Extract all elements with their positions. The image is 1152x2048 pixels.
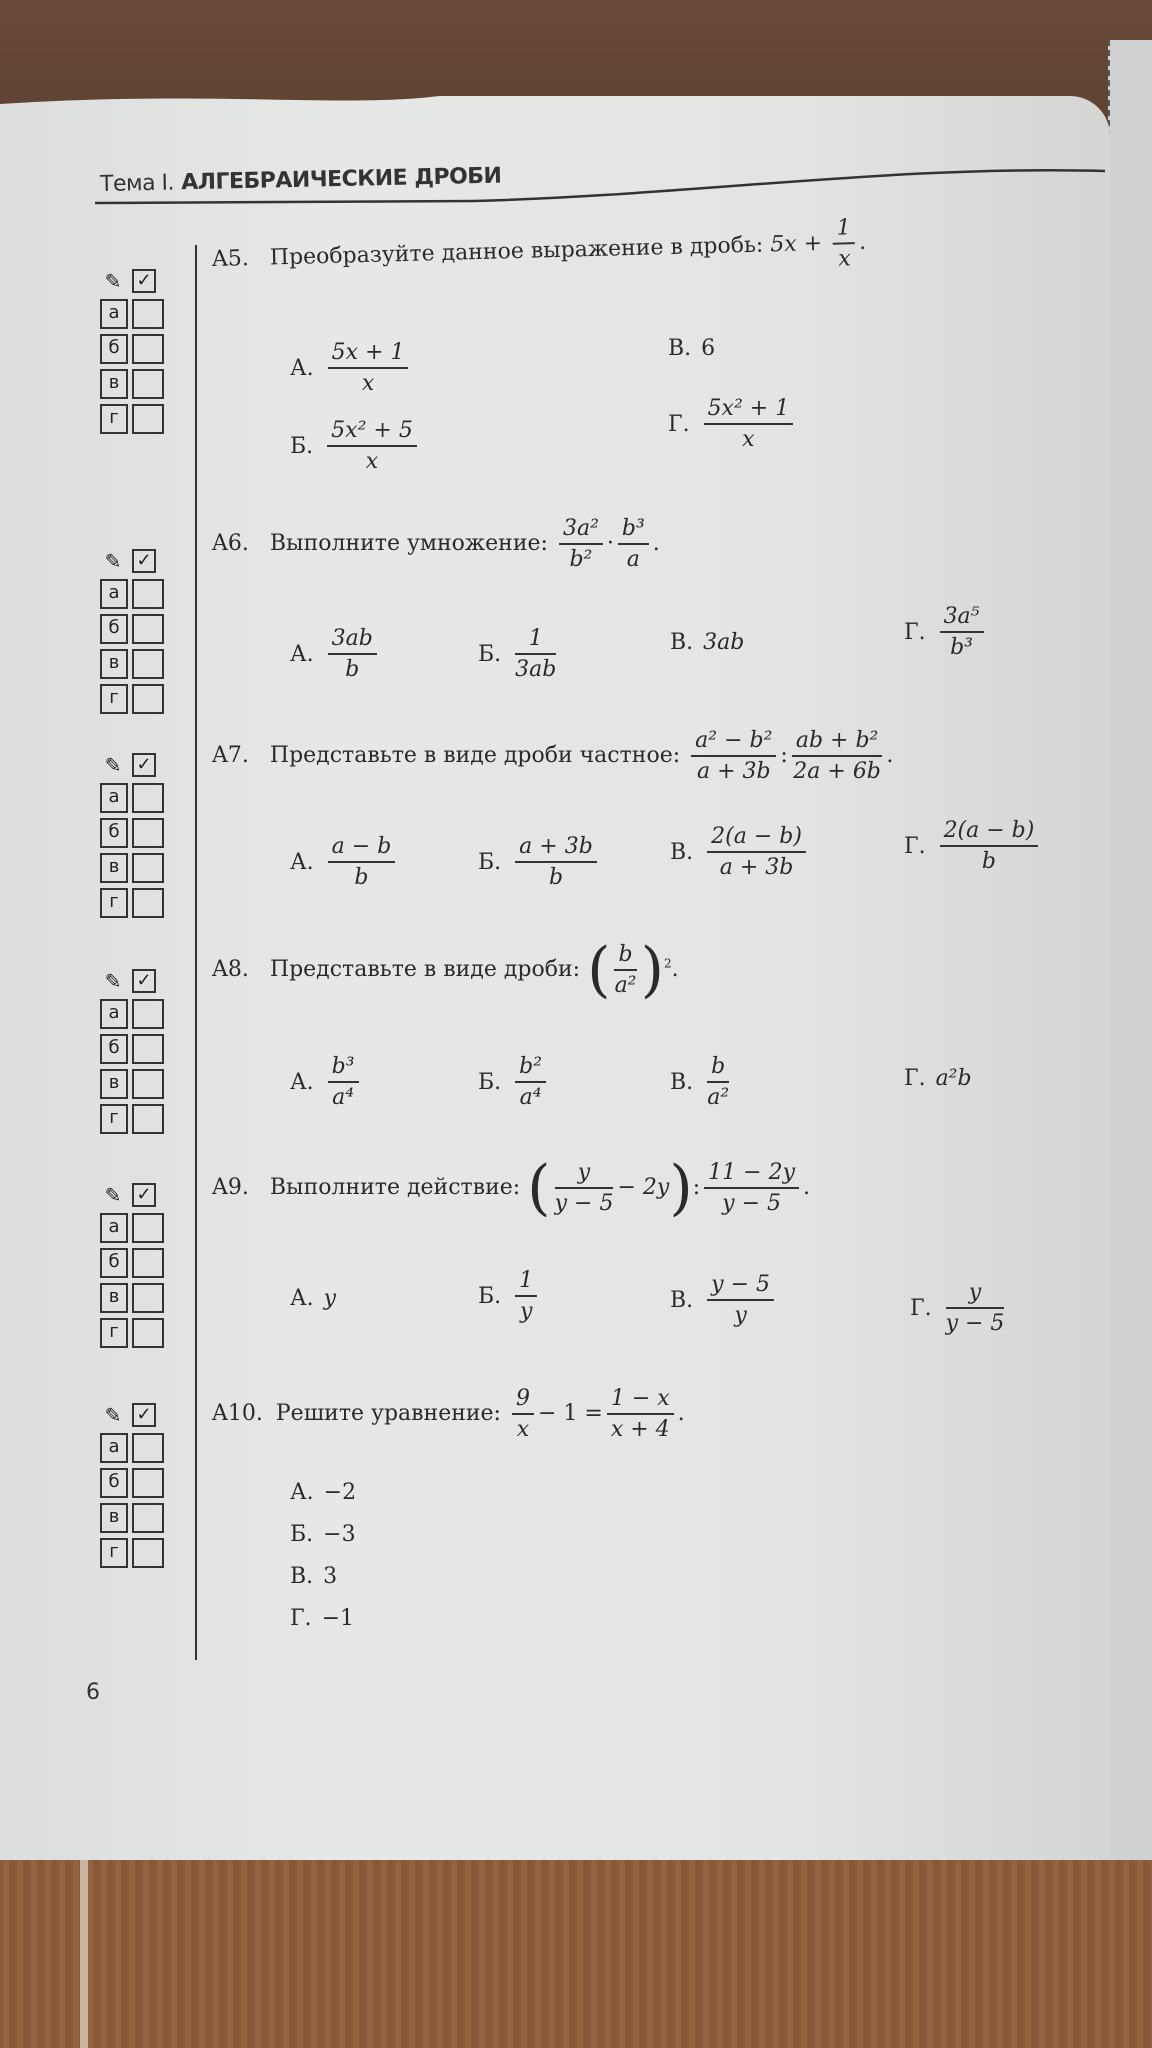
answer-grid-a6 <box>100 548 164 714</box>
checkmark-icon: ✓ <box>132 753 156 777</box>
option-g: Г. a²b <box>904 1066 972 1091</box>
option-v: В. $\frac{y - 5}{y}$ <box>670 1272 778 1328</box>
question-number: A10. <box>212 1401 263 1426</box>
letter-a: а <box>100 299 128 329</box>
letter-v: в <box>100 649 128 679</box>
option-b: Б. $\frac{\text{5x² + 5}}{x}$ <box>290 418 421 474</box>
letter-a: а <box>100 999 128 1029</box>
header-tema: Тема I. <box>99 170 175 197</box>
question-text: Представьте в виде дроби частное: <box>269 743 681 768</box>
answer-grid-a9 <box>100 1182 164 1348</box>
answer-box-g[interactable] <box>132 684 164 714</box>
pencil-icon: ✎ <box>104 753 122 777</box>
checkmark-icon: ✓ <box>132 1403 156 1427</box>
question-number: A7. <box>212 743 249 768</box>
option-v: В. 3ab <box>670 630 745 655</box>
question-text: Выполните умножение: <box>269 531 548 556</box>
letter-b: б <box>100 614 128 644</box>
option-a: А. $\frac{5x + 1}{x}$ <box>290 340 412 396</box>
answer-box-v[interactable] <box>132 369 164 399</box>
option-a: А. $\frac{3ab}{b}$ <box>290 626 381 682</box>
column-divider <box>195 245 197 1660</box>
expr-prefix: 5x + <box>769 231 823 258</box>
option-a: А. y <box>290 1286 337 1311</box>
answer-box-a[interactable] <box>132 1433 164 1463</box>
page-edge <box>1108 40 1152 1890</box>
answer-box-b[interactable] <box>132 1248 164 1278</box>
checkmark-icon: ✓ <box>132 1183 156 1207</box>
question-a7: A7. Представьте в виде дроби частное: $\frac{\text{a² − b²}}{a + 3b}$ : $\frac{\text{ab + b²}}{2a + 6b}$ . <box>212 728 894 784</box>
option-b: Б. $\frac{a + 3b}{b}$ <box>478 834 601 890</box>
letter-g: г <box>100 684 128 714</box>
checkmark-icon: ✓ <box>132 269 156 293</box>
letter-v: в <box>100 369 128 399</box>
letter-b: б <box>100 334 128 364</box>
question-text: Представьте в виде дроби: <box>269 957 581 982</box>
checkmark-icon: ✓ <box>132 969 156 993</box>
question-number: A8. <box>212 957 249 982</box>
letter-g: г <box>100 1538 128 1568</box>
checkmark-icon: ✓ <box>132 549 156 573</box>
letter-v: в <box>100 1069 128 1099</box>
table-surface <box>0 1860 1152 2048</box>
pencil-icon: ✎ <box>104 969 122 993</box>
table-stripe <box>80 1860 88 2048</box>
question-text: Преобразуйте данное выражение в дробь: <box>269 232 764 271</box>
option-a: А. $\frac{a - b}{b}$ <box>290 834 399 890</box>
letter-a: а <box>100 579 128 609</box>
answer-box-v[interactable] <box>132 649 164 679</box>
letter-a: а <box>100 783 128 813</box>
question-text: Решите уравнение: <box>275 1401 501 1426</box>
question-a6: A6. Выполните умножение: $\frac{\text{3a²}}{\text{b²}}$ · $\frac{\text{b³}}{a}$ . <box>212 516 660 572</box>
answer-box-b[interactable] <box>132 1034 164 1064</box>
option-a: А. $\frac{\text{b³}}{\text{a⁴}}$ <box>290 1054 363 1110</box>
answer-box-b[interactable] <box>132 818 164 848</box>
answer-box-g[interactable] <box>132 1318 164 1348</box>
letter-g: г <box>100 1104 128 1134</box>
answer-box-a[interactable] <box>132 579 164 609</box>
answer-box-a[interactable] <box>132 783 164 813</box>
option-g: Г. −1 <box>290 1606 354 1631</box>
answer-box-g[interactable] <box>132 888 164 918</box>
letter-v: в <box>100 853 128 883</box>
option-a: А. −2 <box>290 1480 357 1505</box>
answer-grid-a10 <box>100 1402 164 1568</box>
letter-b: б <box>100 1468 128 1498</box>
answer-grid-a5 <box>100 268 164 434</box>
page-number: 6 <box>86 1680 100 1705</box>
answer-box-a[interactable] <box>132 1213 164 1243</box>
letter-b: б <box>100 1034 128 1064</box>
option-g: Г. $\frac{\text{5x² + 1}}{x}$ <box>668 396 797 452</box>
pencil-icon: ✎ <box>104 1403 122 1427</box>
letter-v: в <box>100 1283 128 1313</box>
answer-grid-a7 <box>100 752 164 918</box>
question-a5: A5. Преобразуйте данное выражение в дробь: 5x + $\frac{1}{x}$ . <box>211 215 867 272</box>
answer-box-g[interactable] <box>132 1538 164 1568</box>
question-a8: A8. Представьте в виде дроби: ( $\frac{b}{\text{a²}}$ )$^2$. <box>212 935 679 1005</box>
letter-g: г <box>100 888 128 918</box>
letter-a: а <box>100 1213 128 1243</box>
option-g: Г. $\frac{y}{y - 5}$ <box>910 1280 1005 1336</box>
option-v: В. $\frac{2(a - b)}{a + 3b}$ <box>670 824 810 880</box>
letter-g: г <box>100 1318 128 1348</box>
answer-box-v[interactable] <box>132 1503 164 1533</box>
fraction: $\frac{1}{x}$ <box>832 215 855 272</box>
option-v: В. 3 <box>290 1564 338 1589</box>
letter-b: б <box>100 818 128 848</box>
answer-grid-a8 <box>100 968 164 1134</box>
pencil-icon: ✎ <box>104 549 122 573</box>
letter-g: г <box>100 404 128 434</box>
option-g: Г. $\frac{2(a - b)}{b}$ <box>904 818 1042 874</box>
question-a9: A9. Выполните действие: ( $\frac{y}{y - 5}$ − 2y): $\frac{11 - 2y}{y - 5}$ . <box>212 1153 810 1223</box>
answer-box-v[interactable] <box>132 1283 164 1313</box>
question-text: Выполните действие: <box>269 1175 521 1200</box>
header-title: АЛГЕБРАИЧЕСКИЕ ДРОБИ <box>180 163 502 196</box>
letter-b: б <box>100 1248 128 1278</box>
option-b: Б. $\frac{1}{y}$ <box>478 1268 541 1324</box>
answer-box-g[interactable] <box>132 404 164 434</box>
answer-box-a[interactable] <box>132 299 164 329</box>
answer-box-b[interactable] <box>132 614 164 644</box>
header-rule <box>95 165 1105 205</box>
answer-box-g[interactable] <box>132 1104 164 1134</box>
option-g: Г. $\frac{\text{3a⁵}}{\text{b³}}$ <box>904 604 988 660</box>
answer-box-v[interactable] <box>132 853 164 883</box>
answer-box-a[interactable] <box>132 999 164 1029</box>
question-a10: A10. Решите уравнение: $\frac{9}{x}$ − 1 = $\frac{1 - x}{x + 4}$ . <box>212 1386 685 1442</box>
answer-box-b[interactable] <box>132 334 164 364</box>
question-number: A9. <box>212 1175 249 1200</box>
answer-box-v[interactable] <box>132 1069 164 1099</box>
pencil-icon: ✎ <box>104 1183 122 1207</box>
letter-a: а <box>100 1433 128 1463</box>
option-b: Б. −3 <box>290 1522 356 1547</box>
pencil-icon: ✎ <box>104 269 122 293</box>
option-b: Б. $\frac{1}{3ab}$ <box>478 626 557 682</box>
question-number: A6. <box>212 531 249 556</box>
option-v: В. $\frac{b}{\text{a²}}$ <box>670 1054 730 1110</box>
option-b: Б. $\frac{\text{b²}}{\text{a⁴}}$ <box>478 1054 550 1110</box>
letter-v: в <box>100 1503 128 1533</box>
answer-box-b[interactable] <box>132 1468 164 1498</box>
question-number: A5. <box>211 246 250 272</box>
option-v: В. 6 <box>668 336 716 361</box>
